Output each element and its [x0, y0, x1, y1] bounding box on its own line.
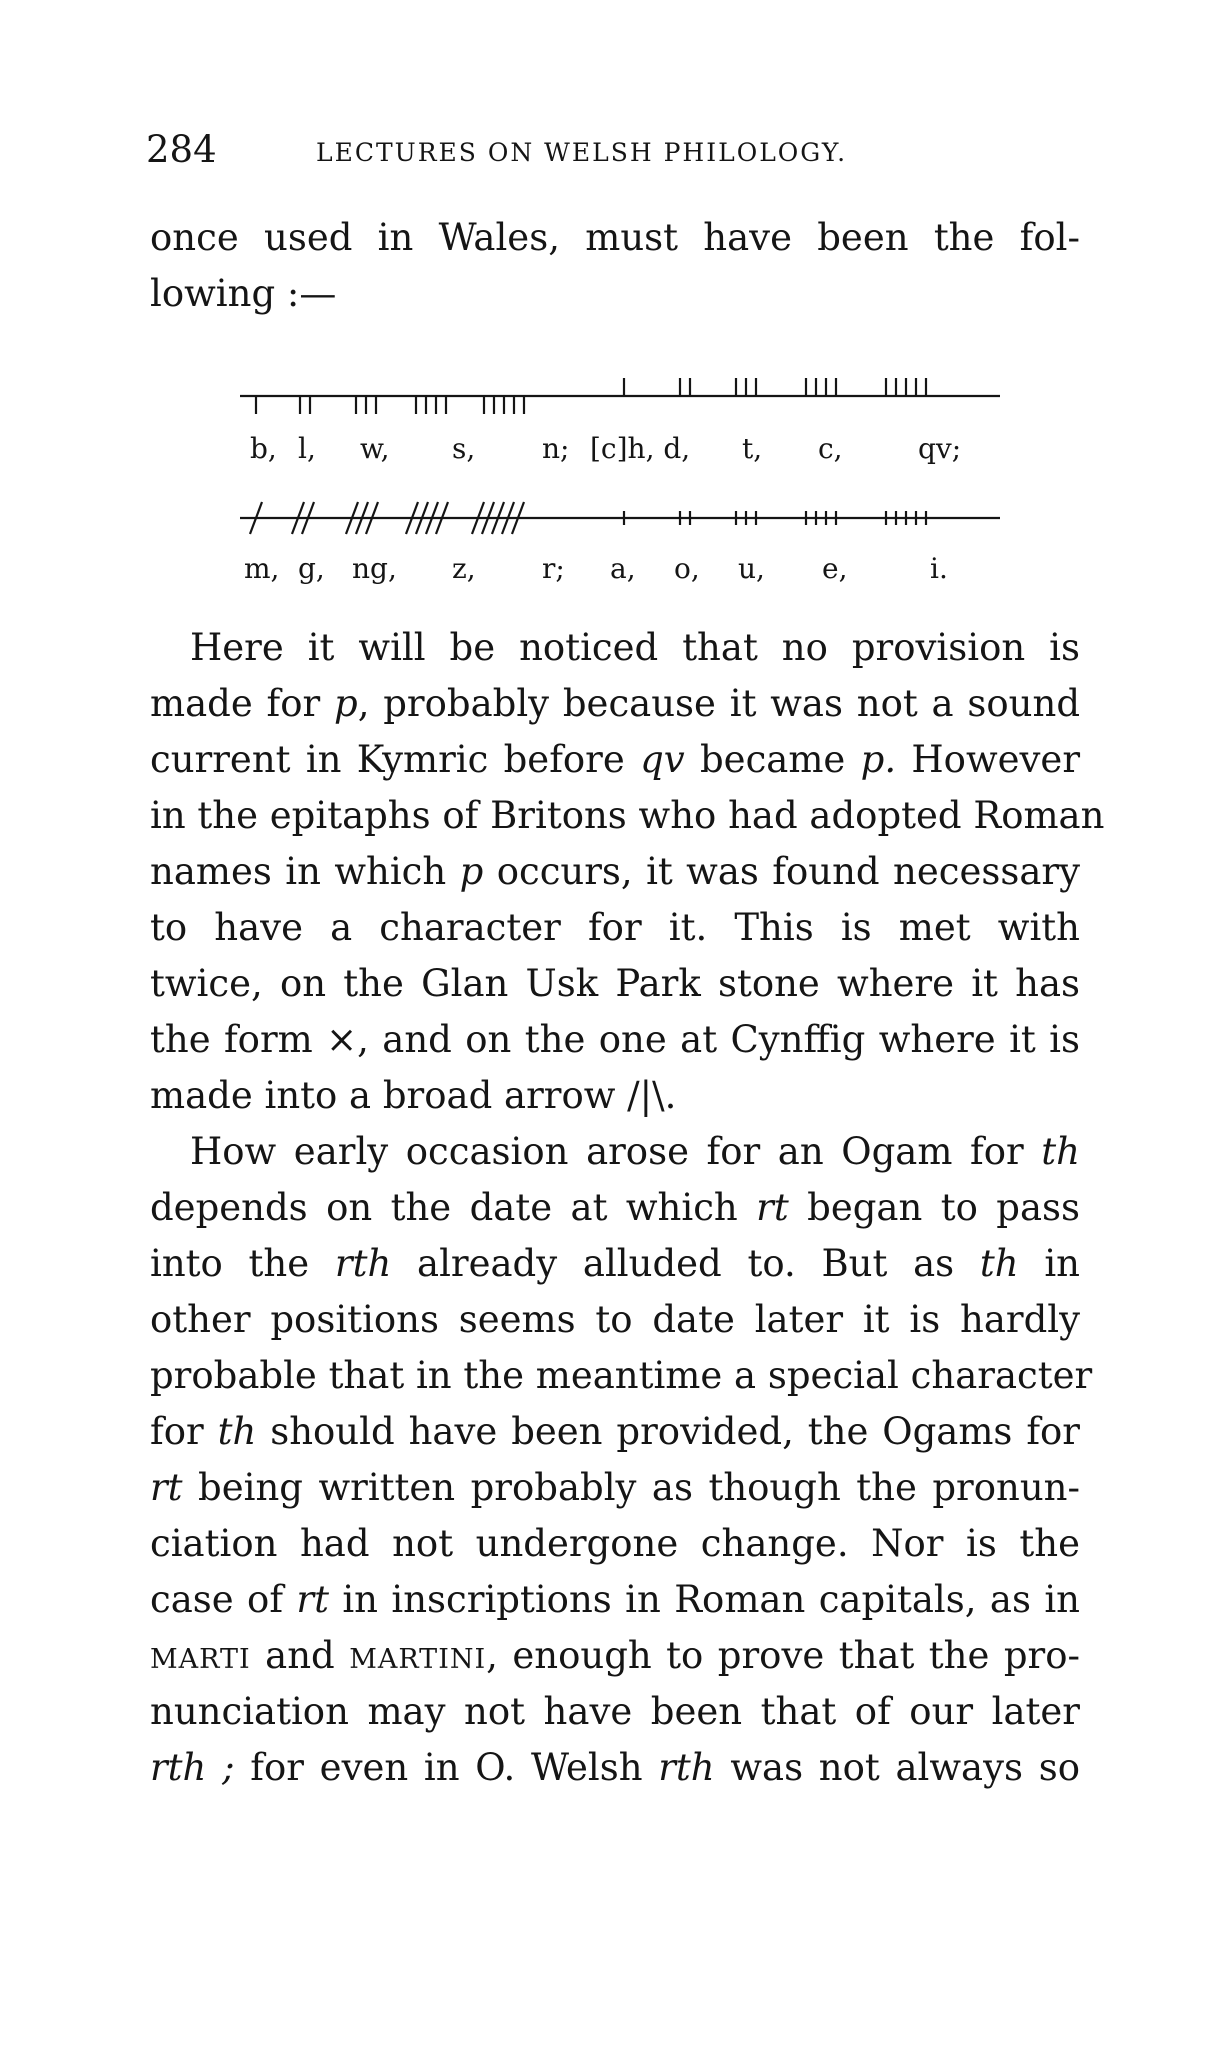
ogam-label: o,: [674, 552, 700, 585]
small-caps-span: MARTINI: [349, 1644, 487, 1675]
text-span: nunciation may not have been that of our later: [150, 1690, 1080, 1733]
text-span: names in which: [150, 850, 460, 893]
text-line: [150, 1404, 1080, 1460]
ogam-label: r;: [542, 552, 565, 585]
text-line: [150, 788, 1105, 844]
ogam-label: [c]h, d,: [590, 432, 691, 465]
page-header: [146, 128, 1076, 178]
italic-span: qv: [640, 738, 685, 781]
text-line: [150, 1236, 1080, 1292]
ogam-labels-row-1: [240, 432, 1000, 472]
italic-span: rth ;: [150, 1746, 235, 1789]
text-line: [150, 676, 1080, 732]
ogam-label: g,: [298, 552, 325, 585]
text-line: [150, 210, 1080, 266]
text-span: made into a broad arrow /|\.: [150, 1074, 677, 1117]
text-span: and: [250, 1634, 350, 1677]
text-span: in the epitaphs of Britons who had adopted Roman: [150, 794, 1105, 837]
text-span: occurs, it was found necessary: [483, 850, 1080, 893]
text-line: [190, 1124, 1080, 1180]
ogam-label: t,: [742, 432, 763, 465]
text-line: [150, 1684, 1080, 1740]
ogam-labels-row-2: [240, 552, 1000, 592]
text-line: [150, 266, 1080, 322]
text-span: became: [684, 738, 861, 781]
text-span: depends on the date at which: [150, 1186, 757, 1229]
text-span: , probably because it was not a sound: [357, 682, 1081, 725]
text-span: probable that in the meantime a special character: [150, 1354, 1093, 1397]
text-span: for: [150, 1410, 218, 1453]
text-line: [150, 1740, 1080, 1796]
text-span: once used in Wales, must have been the fol-: [150, 216, 1080, 259]
text-span: the form ×, and on the one at Cynffig where it is: [150, 1018, 1080, 1061]
ogam-label: u,: [738, 552, 765, 585]
ogam-label: b,: [250, 432, 277, 465]
ogam-label: n;: [542, 432, 570, 465]
text-span: lowing :—: [150, 272, 337, 315]
italic-span: rth: [334, 1242, 392, 1285]
text-span: ciation had not undergone change. Nor is the: [150, 1522, 1080, 1565]
italic-span: p.: [860, 738, 897, 781]
ogam-label: m,: [244, 552, 280, 585]
ogam-label: a,: [610, 552, 636, 585]
ogam-label: qv;: [918, 432, 962, 465]
text-line: [150, 956, 1080, 1012]
text-span: How early occasion arose for an Ogam for: [190, 1130, 1042, 1173]
text-span: However: [896, 738, 1080, 781]
text-span: began to pass: [788, 1186, 1080, 1229]
text-line: [150, 844, 1080, 900]
text-span: twice, on the Glan Usk Park stone where it has: [150, 962, 1080, 1005]
text-line: [150, 1572, 1080, 1628]
italic-span: rt: [296, 1578, 329, 1621]
text-line: [150, 732, 1080, 788]
text-span: , enough to prove that the pro-: [486, 1634, 1080, 1677]
ogam-strokes-row-1: [240, 370, 1000, 430]
text-span: made for: [150, 682, 334, 725]
ogam-label: w,: [360, 432, 390, 465]
text-span: was not always so: [714, 1746, 1080, 1789]
text-span: to have a character for it. This is met with: [150, 906, 1080, 949]
italic-span: rt: [756, 1186, 789, 1229]
text-span: already alluded to. But as: [391, 1242, 980, 1285]
small-caps-span: MARTI: [150, 1644, 251, 1675]
italic-span: rth: [658, 1746, 715, 1789]
ogam-label: c,: [818, 432, 843, 465]
running-title: LECTURES ON WELSH PHILOLOGY.: [316, 138, 848, 167]
ogam-label: s,: [452, 432, 476, 465]
text-line: [150, 1348, 1093, 1404]
ogam-label: e,: [822, 552, 848, 585]
text-line: [150, 1460, 1080, 1516]
text-line: [150, 1292, 1080, 1348]
text-line: [150, 1516, 1080, 1572]
italic-span: rt: [150, 1466, 183, 1509]
text-line: [150, 1012, 1080, 1068]
text-line: [150, 1628, 1080, 1684]
italic-span: p: [459, 850, 484, 893]
text-span: case of: [150, 1578, 297, 1621]
ogam-strokes-row-2: [240, 492, 1000, 552]
text-span: for even in O. Welsh: [234, 1746, 659, 1789]
text-span: Here it will be noticed that no provision is: [190, 626, 1080, 669]
text-span: current in Kymric before: [150, 738, 641, 781]
italic-span: p: [334, 682, 358, 725]
text-line: [190, 620, 1080, 676]
italic-span: th: [217, 1410, 257, 1453]
text-line: [150, 1180, 1080, 1236]
italic-span: th: [979, 1242, 1019, 1285]
ogam-label: ng,: [352, 552, 397, 585]
text-line: [150, 1068, 1080, 1124]
page-number: 284: [146, 128, 217, 171]
text-span: in inscriptions in Roman capitals, as in: [328, 1578, 1080, 1621]
text-span: in: [1018, 1242, 1080, 1285]
text-span: other positions seems to date later it is hardly: [150, 1298, 1080, 1341]
text-span: into the: [150, 1242, 335, 1285]
italic-span: th: [1041, 1130, 1080, 1173]
text-line: [150, 900, 1080, 956]
text-span: should have been provided, the Ogams for: [256, 1410, 1080, 1453]
ogam-label: l,: [298, 432, 316, 465]
ogam-label: z,: [452, 552, 476, 585]
ogam-label: i.: [930, 552, 948, 585]
text-span: being written probably as though the pronun-: [182, 1466, 1080, 1509]
